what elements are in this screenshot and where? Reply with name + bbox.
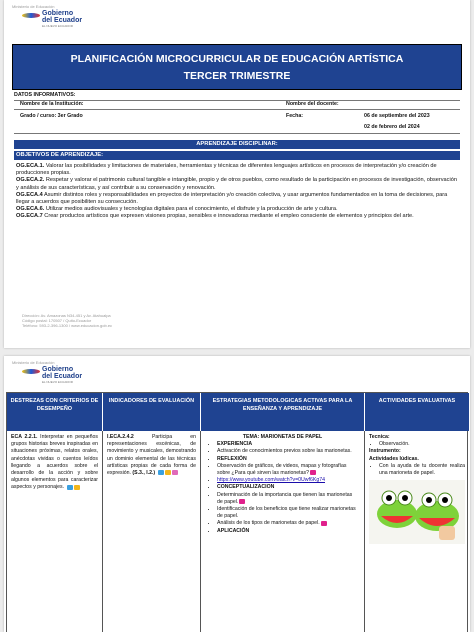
video-link-item (217, 477, 358, 484)
planning-table (6, 392, 468, 632)
objective-item: OG.ECA.2. Respetar y valorar el patrimonio cultural tangible e intangible, propio y de otros pueblos, como resultado de la participación en procesos de investigación, observación y análisis de sus características, y así contribuir a su conservación y renovación. (16, 177, 457, 191)
actividades-label: Actividades lúdicas. (369, 455, 419, 462)
tecnica-label: Tecnica: (369, 434, 390, 440)
indicador-tag: (S.3., I.2.) (132, 470, 156, 477)
eje-icon (321, 521, 327, 526)
header-destrezas: DESTREZAS CON CRITERIOS DE DESEMPEÑO (7, 393, 103, 431)
ecuador-logo-icon (22, 13, 40, 18)
planificacion-page-2 (4, 356, 470, 632)
concept-item: • Identificación de los beneficios que tiene realizar marionetas de papel. (217, 506, 358, 520)
experiencia-item: • Activación de conocimientos previos sobre las marionetas. (217, 448, 358, 455)
eje-icon (239, 499, 245, 504)
eje-icon (310, 470, 316, 475)
document-title: PLANIFICACIÓN MICROCURRICULAR DE EDUCACIÓN ARTÍSTICA (70, 53, 404, 65)
eje-icon (165, 470, 171, 475)
destreza-text: Interpretar en pequeños grupos historias breves inspiradas en situaciones próximas, relatos orales, anécdotas vividas o cuentos leídos llegando a acuerdos sobre el desarrollo de la acción y sobre algunos elementos para caracterizar aspectos y personajes. (11, 434, 98, 491)
actividad-item: • Con la ayuda de tu docente realiza una marioneta de papel. (379, 463, 465, 477)
phase-aplicacion: • APLICACIÓN (217, 528, 358, 535)
datos-informativos-label: DATOS INFORMATIVOS: (14, 92, 460, 101)
ecuador-logo-icon (22, 369, 40, 374)
eje-icon (67, 485, 73, 490)
objetivos-header: OBJETIVOS DE APRENDIZAJE: (14, 151, 460, 160)
actividades-cell (365, 431, 469, 632)
objective-item: OG.ECA.7 Crear productos artísticos que expresen visiones propias, sensibles e innovadoras mediante el empleo consciente de elementos y principios del arte. (16, 213, 414, 220)
gobierno-logo: Gobierno del Ecuador EL NUEVO ECUADOR (42, 366, 83, 384)
objective-item: OG.ECA.4 Asumir distintos roles y responsabilidades en proyectos de interpretación y/o creación colectiva, y usar argumentos fundamentados en la toma de decisiones, para llegar a acuerdos que posibiliten su consecución. (16, 191, 448, 206)
grado-fecha-row (14, 111, 460, 134)
eje-icon (172, 470, 178, 475)
instrumento-label: Instrumento: (369, 448, 401, 455)
frog-puppet-image (369, 480, 465, 544)
indicador-code: I.ECA.2.4.2 (107, 434, 134, 440)
fecha-inicio: 06 de septiembre del 2023 (364, 113, 430, 119)
logo-tagline: EL NUEVO ECUADOR (42, 24, 73, 28)
header-estrategias: ESTRATEGIAS METODOLOGICAS ACTIVAS PARA LA ENSEÑANZA Y APRENDIZAJE (201, 393, 365, 431)
concept-item: • Determinación de la importancia que tienen las marionetas de papel. (217, 492, 358, 506)
fecha-label: Fecha: (286, 113, 304, 119)
grado-label: Grado / curso: 3er Grado (20, 113, 83, 119)
estrategias-cell (201, 431, 365, 632)
fecha-fin: 02 de febrero del 2024 (364, 124, 420, 130)
planificacion-page-1 (4, 0, 470, 348)
destreza-code: ECA 2.2.1. (11, 434, 38, 440)
logo-line1: Gobierno (42, 10, 74, 17)
phase-experiencia: • EXPERIENCIA (217, 441, 358, 448)
footer-address: Dirección: Av. Amazonas N34-451 y Av. Atahualpa Código postal: 170507 / Quito-Ecuador Teléfono: 593-2-396-1300 / www.educacion.gob.ec (22, 313, 113, 328)
eje-icon (158, 470, 164, 475)
phase-conceptualizacion: • CONCEPTUALIZACION (217, 484, 358, 491)
document-title-banner (12, 44, 462, 90)
objectives-list (16, 163, 458, 221)
eje-icon (74, 485, 80, 490)
objective-item: OG.ECA.1. Valorar las posibilidades y limitaciones de materiales, herramientas y técnicas de diferentes lenguajes artísticos en procesos de interpretación y/o creación de producciones propias. (16, 163, 437, 177)
aprendizaje-header: APRENDIZAJE DISCIPLINAR: (14, 140, 460, 149)
docente-label: Nombre del docente: (286, 101, 339, 107)
gobierno-logo (42, 11, 82, 28)
document-subtitle: TERCER TRIMESTRE (183, 70, 291, 82)
concept-item: • Análisis de los tipos de marionetas de papel. (217, 520, 358, 527)
destreza-cell (7, 431, 103, 632)
tema-title: TEMA: MARIONETAS DE PAPEL (242, 434, 323, 440)
logo-line2: del Ecuador (42, 16, 83, 24)
objective-item: OG.ECA.6. Utilizar medios audiovisuales y tecnologías digitales para el conocimiento, el disfrute y la producción de arte y cultura. (16, 206, 338, 213)
video-link[interactable]: https://www.youtube.com/watch?v=0Uwf6Kg74 (217, 477, 325, 484)
tecnica-item: • Observación. (379, 441, 465, 448)
reflexion-item: • Observación de gráficos, de videos, mapas y fotografías sobre ¿Para qué sirven las marionetas? (217, 463, 358, 477)
institucion-label: Nombre de la Institución: (20, 101, 84, 107)
header-actividades: ACTIVIDADES EVALUATIVAS (365, 393, 469, 431)
phase-reflexion: • REFLEXIÓN (217, 456, 358, 463)
ministry-label: Ministerio de Educación (12, 360, 55, 365)
indicador-text: Participa en representaciones escénicas, de movimiento y musicales, demostrando un dominio elemental de las técnicas artísticas propias de cada forma de expresión. (107, 434, 196, 477)
ministry-label: Ministerio de Educación (12, 4, 55, 9)
header-indicadores: INDICADORES DE EVALUACIÓN (103, 393, 201, 431)
institucion-row (14, 101, 460, 110)
indicador-cell (103, 431, 201, 632)
